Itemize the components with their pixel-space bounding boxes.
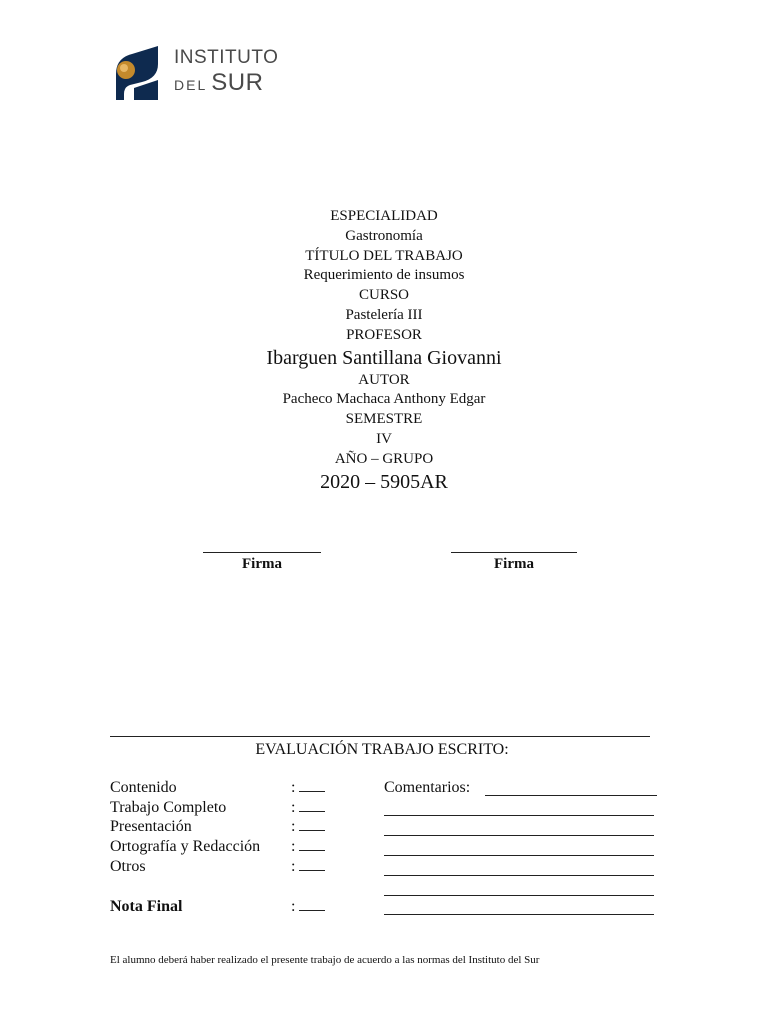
logo-text-sur: SUR	[211, 69, 264, 96]
criterion-label: Trabajo Completo	[110, 799, 227, 816]
institute-emblem-icon	[112, 44, 162, 100]
title-heading: TÍTULO DEL TRABAJO	[305, 247, 463, 264]
signature-line	[203, 552, 321, 553]
signature-label: Firma	[242, 556, 282, 572]
comment-line	[384, 855, 654, 856]
score-blank	[299, 800, 325, 812]
score-field	[291, 838, 325, 856]
score-blank	[299, 780, 325, 792]
year-group-heading: AÑO – GRUPO	[334, 450, 434, 467]
semester-value: IV	[376, 430, 392, 447]
signature-left	[200, 552, 324, 573]
evaluation-title: EVALUACIÓN TRABAJO ESCRITO:	[255, 741, 509, 758]
score-blank	[299, 839, 325, 851]
criterion-label: Ortografía y Redacción	[110, 838, 261, 855]
colon: :	[291, 858, 296, 875]
score-field	[291, 858, 325, 876]
course-value: Pastelería III	[345, 306, 423, 323]
criterion-label: Presentación	[110, 818, 192, 835]
comment-line	[384, 895, 654, 896]
score-field	[291, 818, 325, 836]
signature-right	[448, 552, 580, 573]
signature-label: Firma	[494, 556, 534, 572]
score-field	[291, 799, 325, 817]
professor-value: Ibarguen Santillana Giovanni	[266, 346, 502, 369]
specialty-heading: ESPECIALIDAD	[330, 208, 438, 224]
semester-heading: SEMESTRE	[345, 411, 423, 428]
colon: :	[291, 799, 296, 816]
year-group-value: 2020 – 5905AR	[320, 470, 448, 493]
comment-line	[485, 795, 657, 796]
score-field	[291, 779, 325, 797]
comment-line	[384, 815, 654, 816]
author-value: Pacheco Machaca Anthony Edgar	[282, 391, 486, 408]
signature-line	[451, 552, 577, 553]
logo-text-instituto: INSTITUTO	[174, 47, 279, 68]
colon: :	[291, 779, 296, 796]
cover-info	[0, 207, 768, 495]
comment-line	[384, 875, 654, 876]
author-heading: AUTOR	[358, 371, 410, 388]
colon: :	[291, 898, 296, 915]
specialty-value: Gastronomía	[345, 227, 423, 244]
score-blank	[299, 859, 325, 871]
comment-line	[384, 914, 654, 915]
logo-text-del-sur	[174, 69, 263, 97]
institute-logo	[112, 44, 282, 100]
score-blank	[299, 899, 325, 911]
footer-note: El alumno deberá haber realizado el presente trabajo de acuerdo a las normas del Instituto del Sur	[110, 954, 540, 966]
score-blank	[299, 819, 325, 831]
comment-line	[384, 835, 654, 836]
title-value: Requerimiento de insumos	[303, 267, 465, 284]
score-field	[291, 898, 325, 916]
final-grade-label: Nota Final	[110, 898, 183, 915]
criterion-label: Otros	[110, 858, 146, 875]
professor-heading: PROFESOR	[346, 326, 422, 343]
course-heading: CURSO	[358, 287, 410, 304]
colon: :	[291, 838, 296, 855]
criterion-label: Contenido	[110, 779, 177, 796]
logo-text-del: DEL	[174, 77, 208, 93]
evaluation-divider	[110, 736, 650, 737]
comments-label: Comentarios:	[384, 779, 471, 796]
colon: :	[291, 818, 296, 835]
